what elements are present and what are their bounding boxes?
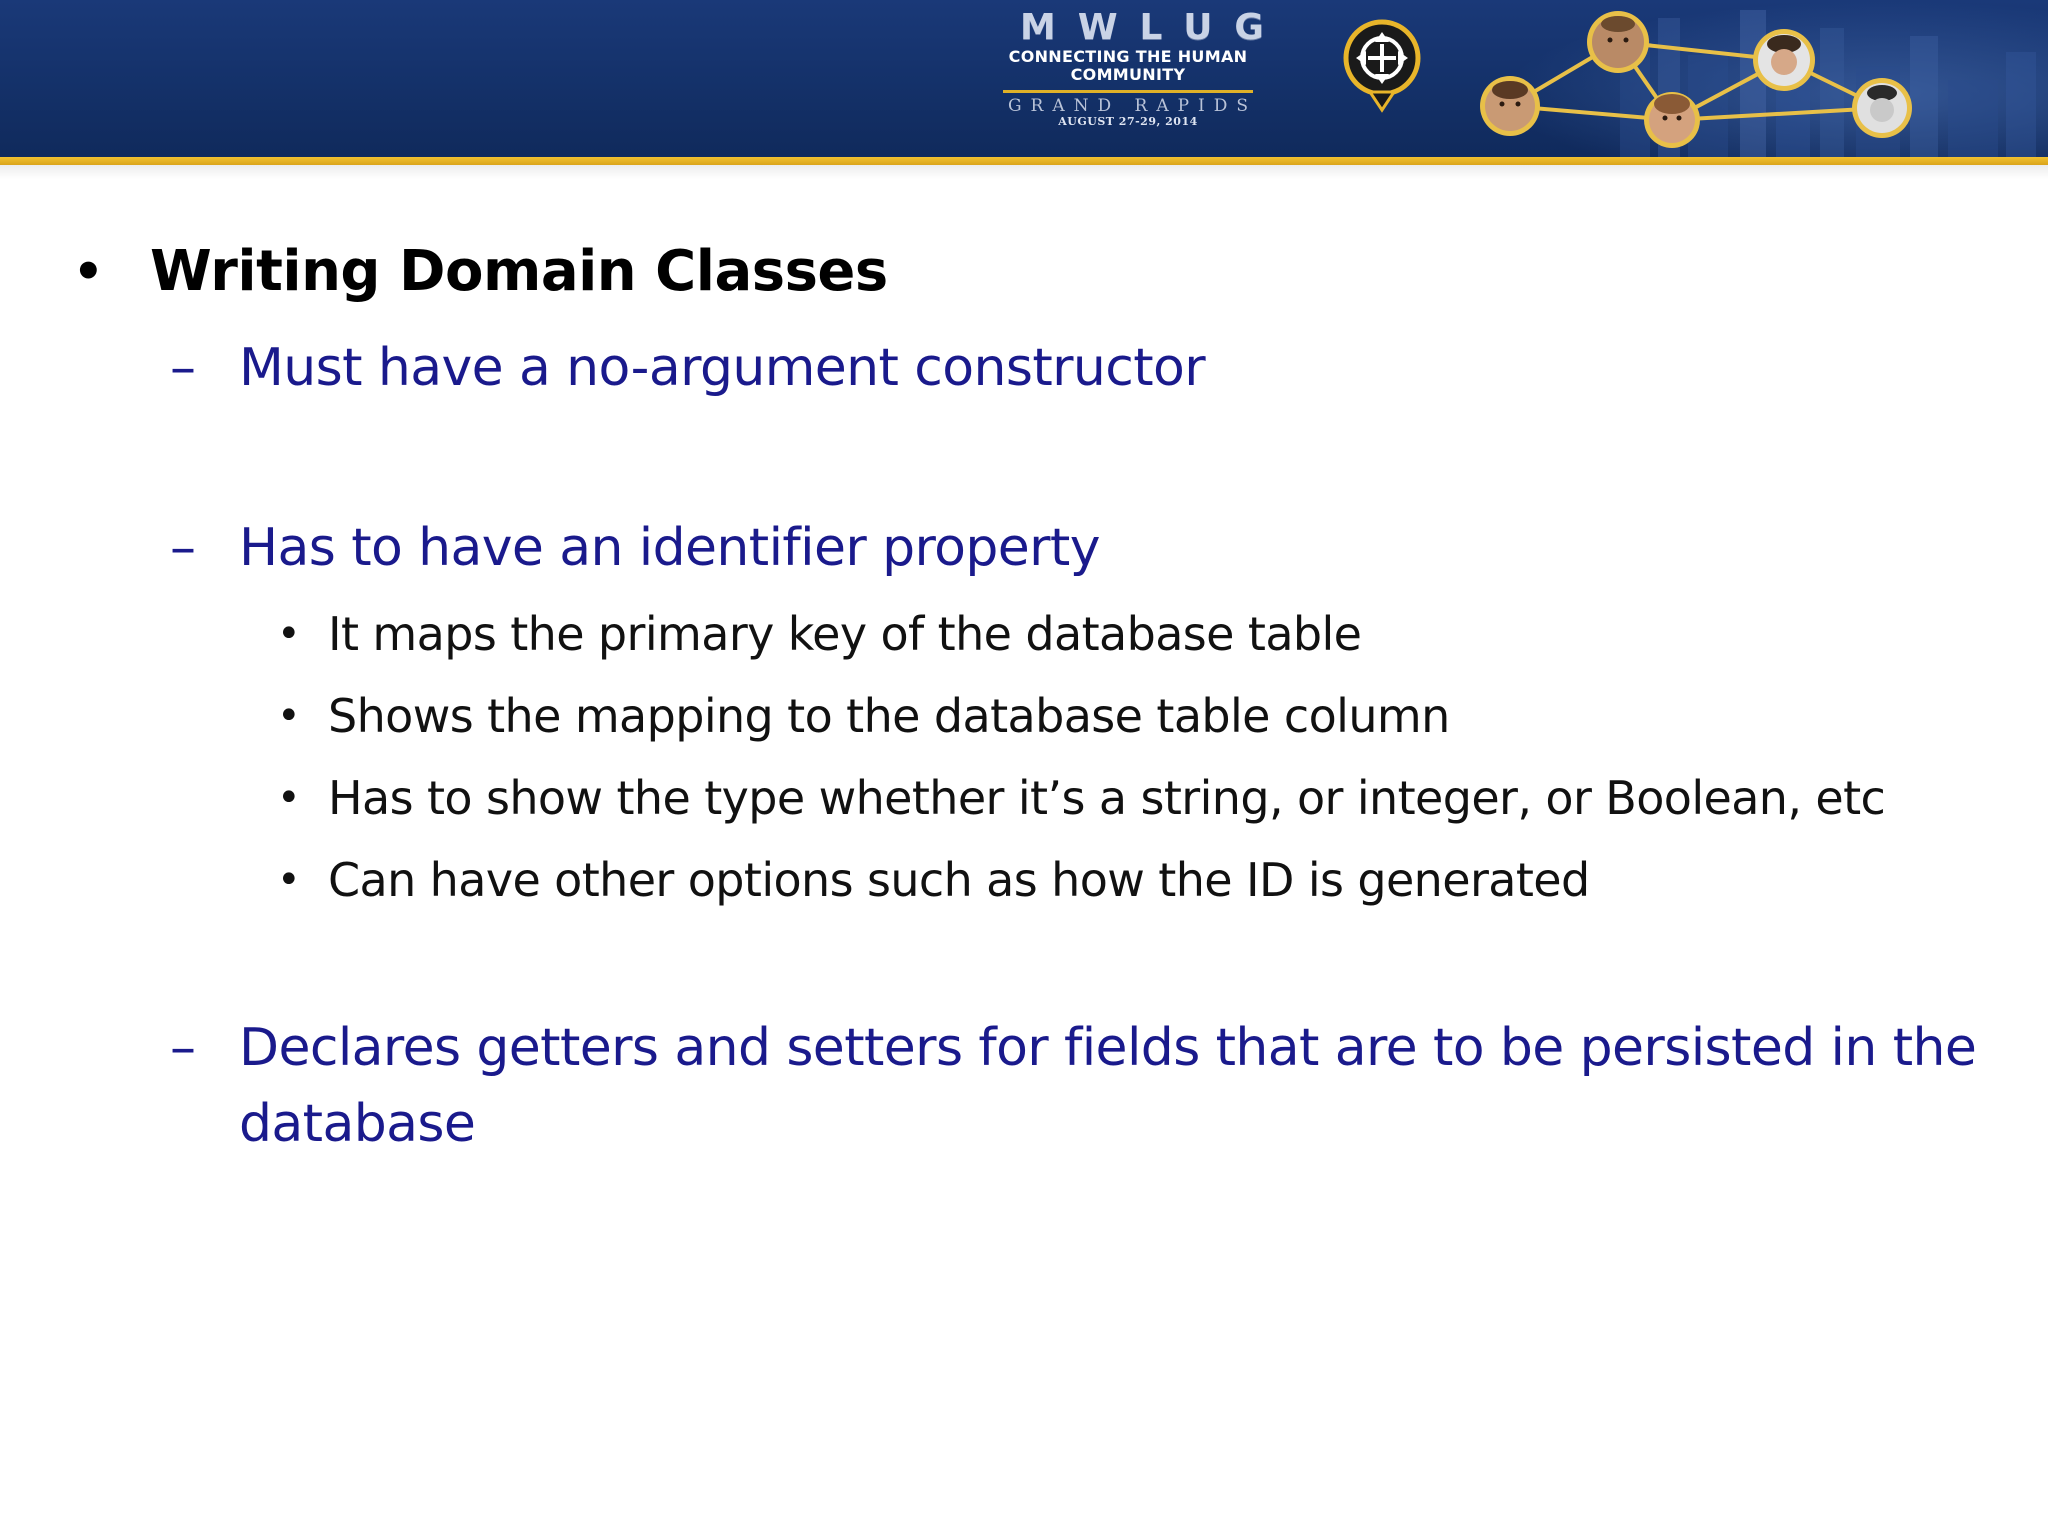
bullet-marker: • <box>277 611 301 657</box>
logo-tagline-line2: COMMUNITY <box>1070 65 1186 84</box>
sub-list-item-text: Shows the mapping to the database table column <box>328 689 1450 743</box>
list-item-continuation: database <box>239 1094 476 1154</box>
sub-list-item-text: It maps the primary key of the database table <box>328 607 1362 661</box>
logo-letters: MWLUG <box>1020 7 1286 48</box>
list-item-text: Must have a no-argument constructor <box>239 338 1206 398</box>
dash-marker: – <box>170 518 196 578</box>
heading-text: Writing Domain Classes <box>150 239 888 304</box>
list-item-text: Declares getters and setters for fields that are to be persisted in the <box>239 1018 1977 1078</box>
logo-city: GRAND RAPIDS <box>1007 96 1258 116</box>
heading-bullet: • <box>73 244 104 300</box>
bullet-marker: • <box>277 857 301 903</box>
logo-tagline-line1: CONNECTING THE HUMAN <box>1008 47 1248 66</box>
bullet-marker: • <box>277 693 301 739</box>
sub-list-item-text: Has to show the type whether it’s a string, or integer, or Boolean, etc <box>328 771 1886 825</box>
logo-date: AUGUST 27-29, 2014 <box>1058 115 1198 128</box>
dash-marker: – <box>170 338 196 398</box>
dash-marker: – <box>170 1018 196 1078</box>
list-item-text: Has to have an identifier property <box>239 518 1100 578</box>
sub-list-item-text: Can have other options such as how the ID is generated <box>328 853 1590 907</box>
bullet-marker: • <box>277 775 301 821</box>
